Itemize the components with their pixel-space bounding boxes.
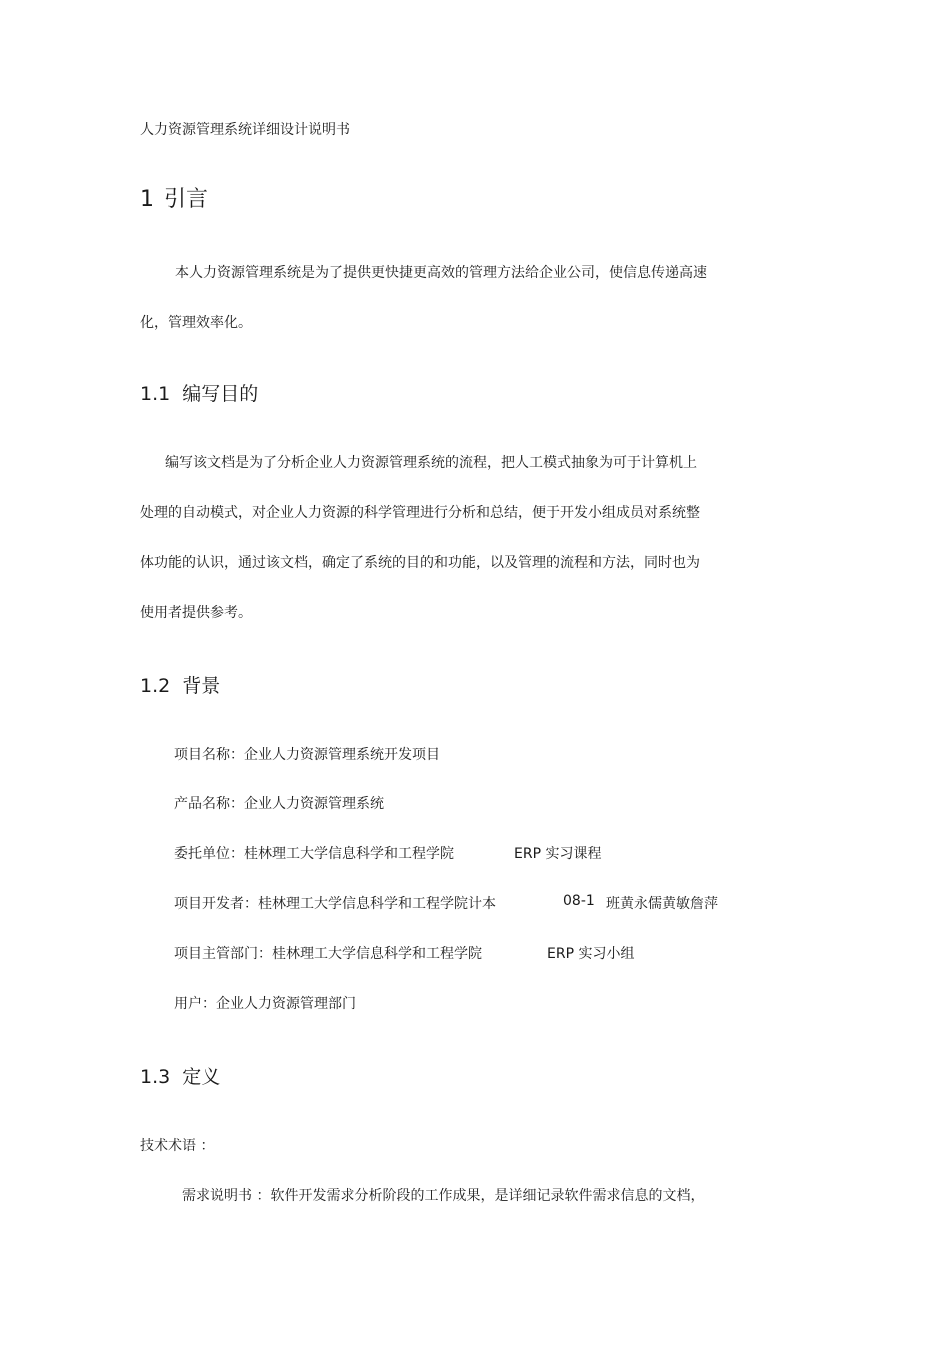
section-1-1-heading <box>140 379 258 406</box>
client-line-part-1: 委托单位：桂林理工大学信息科学和工程学院 <box>174 846 454 862</box>
department-line-part-2: ERP 实习小组 <box>547 946 635 962</box>
developer-line-part-2: 08-1 <box>563 893 595 909</box>
project-name-line: 项目名称：企业人力资源管理系统开发项目 <box>174 747 440 763</box>
requirements-spec-definition: 需求说明书 ：软件开发需求分析阶段的工作成果，是详细记录软件需求信息的文档， <box>182 1188 705 1204</box>
purpose-line-3: 体功能的认识，通过该文档，确定了系统的目的和功能，以及管理的流程和方法，同时也为 <box>140 555 700 571</box>
document-title: 人力资源管理系统详细设计说明书 <box>140 122 350 138</box>
purpose-line-2: 处理的自动模式，对企业人力资源的科学管理进行分析和总结，便于开发小组成员对系统整 <box>140 505 700 521</box>
purpose-line-4: 使用者提供参考。 <box>140 605 252 621</box>
developer-line-part-1: 项目开发者：桂林理工大学信息科学和工程学院计本 <box>174 896 496 912</box>
product-name-line: 产品名称：企业人力资源管理系统 <box>174 796 384 812</box>
section-number: 1 <box>140 187 154 212</box>
section-1-2-heading <box>140 671 220 698</box>
section-title: 编写目的 <box>182 383 259 405</box>
intro-paragraph-line-1: 本人力资源管理系统是为了提供更快捷更高效的管理方法给企业公司，使信息传递高速 <box>175 265 707 281</box>
client-line-part-2: ERP 实习课程 <box>514 846 602 862</box>
section-title: 引言 <box>164 187 209 212</box>
section-number: 1.1 <box>140 383 171 405</box>
section-1-3-heading <box>140 1062 220 1089</box>
technical-terms-label: 技术术语 ： <box>140 1138 215 1154</box>
section-1-heading <box>140 182 208 213</box>
developer-line-part-3: 班黄永儒黄敏詹萍 <box>606 896 718 912</box>
user-line: 用户：企业人力资源管理部门 <box>174 996 356 1012</box>
section-title: 背景 <box>182 675 221 697</box>
intro-paragraph-line-2: 化，管理效率化。 <box>140 315 252 331</box>
section-title: 定义 <box>182 1066 221 1088</box>
department-line-part-1: 项目主管部门：桂林理工大学信息科学和工程学院 <box>174 946 482 962</box>
purpose-line-1: 编写该文档是为了分析企业人力资源管理系统的流程，把人工模式抽象为可于计算机上 <box>165 455 697 471</box>
section-number: 1.2 <box>140 675 171 697</box>
section-number: 1.3 <box>140 1066 171 1088</box>
